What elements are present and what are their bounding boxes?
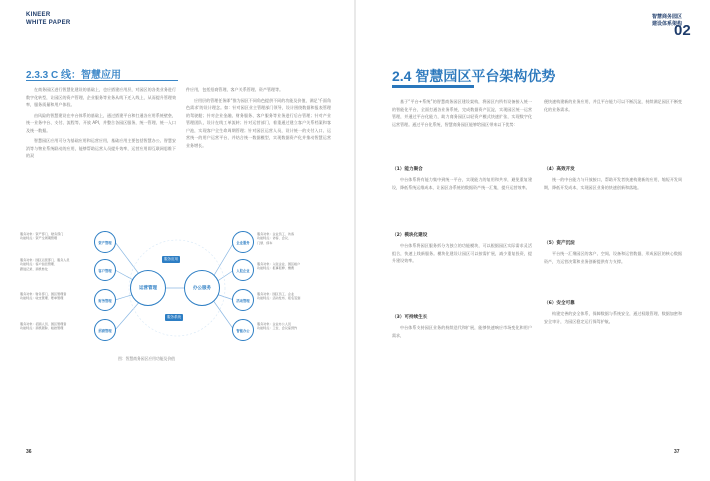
subsection-text: 统一的中台能力与开放接口，帮助开发者快速构建新的应用，缩短开发周期，降低开发成本，实现园区业务的快速创新和落地。 bbox=[544, 177, 682, 190]
application-diagram bbox=[18, 226, 336, 348]
left-column-1 bbox=[26, 86, 176, 160]
diagram-text-right-2: 服务对象：入驻企业、园区租户 功能特点：报事报修、缴费 bbox=[257, 262, 301, 271]
diagram-text-right-4: 服务对象：企业办公人员 功能特点：工位、会议室预约 bbox=[257, 322, 298, 331]
subsection-text: 中台体系支持园区业务的持续迭代和扩展，能够快速响应市场变化和用户需求， bbox=[392, 325, 532, 338]
title-underline bbox=[392, 85, 474, 88]
brand-line2: WHITE PAPER bbox=[26, 19, 71, 26]
node-asset-management: 资产管理 bbox=[94, 231, 116, 253]
node-tenant-companies: 入驻企业 bbox=[232, 259, 254, 281]
subsection-text: 中台体系将有能力集中到统一平台，实现能力的复用和共享，避免重复建设，降低系统运维成本，让园区各系统的数据资产统一汇集，提升运营效率。 bbox=[392, 177, 532, 190]
page-title: 2.4 智慧园区平台架构优势 bbox=[392, 68, 556, 84]
diagram-text-left-4: 服务对象：招商人员、园区管理者 功能特点：商机跟踪、租控管理 bbox=[20, 322, 67, 331]
diagram-text-left-3: 服务对象：财务部门、园区管理者 功能特点：收支管理、账单管理 bbox=[20, 292, 67, 301]
paragraph: 在商务园区进行智慧化建设的基础上，也应搭建应用层，对园区的各类业务进行数字化转型，让园区的资产管理、企业服务等业务从线下迁入线上，从而提升管理效率，服务质量和用户体验。 bbox=[26, 87, 176, 107]
subsection-title: （1）能力聚合 bbox=[392, 167, 423, 172]
hub-label-service-system: 服务系统 bbox=[167, 314, 181, 319]
node-office-services: 办公服务 bbox=[184, 270, 220, 306]
subsection-text: 平台统一汇聚园区的客户、空间、设备和运营数据，形成园区的核心数据资产，为运营决策和业务创新提供有力支撑。 bbox=[544, 251, 682, 264]
diagram-text-right-3: 服务对象：园区员工、企业 功能特点：活动发布、报名签到 bbox=[257, 292, 301, 301]
left-page bbox=[0, 0, 354, 481]
chapter-title: 智慧商务园区 建设体系架构 bbox=[652, 14, 683, 27]
node-investment-management: 招商管理 bbox=[94, 319, 116, 341]
chapter-number: 02 bbox=[674, 22, 691, 39]
node-event-management: 活动管理 bbox=[232, 289, 254, 311]
right-column-1-intro: 基于“平台+系统”的智慧商务园区建设架构，将园区内所有设备接入统一的智能化平台，全面打通各业务系统，完成数据资产沉淀，实现园区统一运营管理，并通过平台化能力，助力商务园区以轻资产模式快速扩张，实现数字化运营管理。通过平台化系统，智慧商务园区能够给园区带来以下优势： bbox=[392, 99, 532, 127]
page-number-right: 37 bbox=[674, 449, 680, 455]
node-enterprise-services: 企业服务 bbox=[232, 231, 254, 253]
section-title-underline bbox=[26, 80, 178, 81]
section-title: 2.3.3 C 线：智慧应用 bbox=[26, 70, 122, 81]
right-column-2-intro: 便快速构建新的业务应用，并且平台能力可以不断沉淀，持续满足园区不断变化的业务需求。 bbox=[544, 99, 682, 112]
hub-label-service-apps: 服务应用 bbox=[164, 256, 178, 261]
node-finance-management: 财务管理 bbox=[94, 289, 116, 311]
node-operations-management: 运营管理 bbox=[130, 270, 166, 306]
subsection-text: 中台体系将园区服务拆分为独立的功能模块，可以根据园区实际需求灵活组合，快速上线新服务。模块化建设让园区可以按需扩展，减少重复投资，提升建设效率。 bbox=[392, 243, 532, 263]
left-column-2 bbox=[186, 86, 331, 149]
paragraph: 由风险的智慧建设在中台体系的基础上，通过搭建平台和打通各应用系统壁垒，统一业务中台、支付、流程等、开放 API，并整合各园区服务，统一管理、统一入口及统一数据。 bbox=[26, 112, 176, 133]
node-customer-management: 客户管理 bbox=[94, 259, 116, 281]
subsection-title: （6）安全可靠 bbox=[544, 301, 575, 306]
brand-line1: KINEER bbox=[26, 12, 51, 18]
paragraph: 应用层的管理任务即“推为园区不同角色提供不同的功能及价值，满足'千面角色需求'的设计理念。如：针对园区业主管理部门领导，设计围绕数据和报表管理的驾驶舱；针对企业金融、财务服务、客户服务等业务进行后台管理；针对产业管理团队，设计在线工单流转；针对运营部门，着重通过建立客户关系档案和客户池，实现客户全生命周期管理；针对园区运营人员，设计统一的支付入口、运营统一的用户运营平台，并结合统一数据模型，实现数据资产化并推动智慧运营业务增长。 bbox=[186, 97, 331, 148]
node-smart-office: 智能办公 bbox=[232, 319, 254, 341]
subsection-title: （4）高效开发 bbox=[544, 167, 575, 172]
right-page bbox=[356, 0, 710, 481]
paragraph: 件应用，包括招商管理、客户关系管理、资产管理等。 bbox=[186, 87, 284, 92]
diagram-text-left-2: 服务对象：园区运营部门、服务人员 功能特点：客户信息管理、 跟进记录、商机转化 bbox=[20, 258, 70, 271]
paragraph: 智慧园区应用可分为基础应用和运营应用，基础应用主要包括智慧办公、智慧安消等与物业系统联动的应用，能够帮助运营人员提升效率，运营应用即互联网思维下的双 bbox=[26, 138, 176, 158]
page-number-left: 36 bbox=[26, 449, 32, 455]
subsection-title: （2）模块化建设 bbox=[392, 233, 428, 238]
figure-caption: 图：智慧商务园区应用功能及价值 bbox=[118, 356, 175, 361]
subsection-title: （3）可持续生长 bbox=[392, 315, 428, 320]
diagram-text-right-1: 服务对象：企业员工、访客 功能特点：访客、会议、 门禁、停车 bbox=[257, 232, 295, 245]
subsection-title: （5）资产沉淀 bbox=[544, 241, 575, 246]
subsection-text: 构建完善的安全体系，保障数据与系统安全，通过权限管理、数据加密和安全审计，为园区稳定运行保驾护航。 bbox=[544, 311, 682, 324]
brand-logo bbox=[26, 12, 71, 27]
diagram-text-left-1: 服务对象：资产部门、财务部门 功能特点：资产全周期管理 bbox=[20, 232, 64, 241]
